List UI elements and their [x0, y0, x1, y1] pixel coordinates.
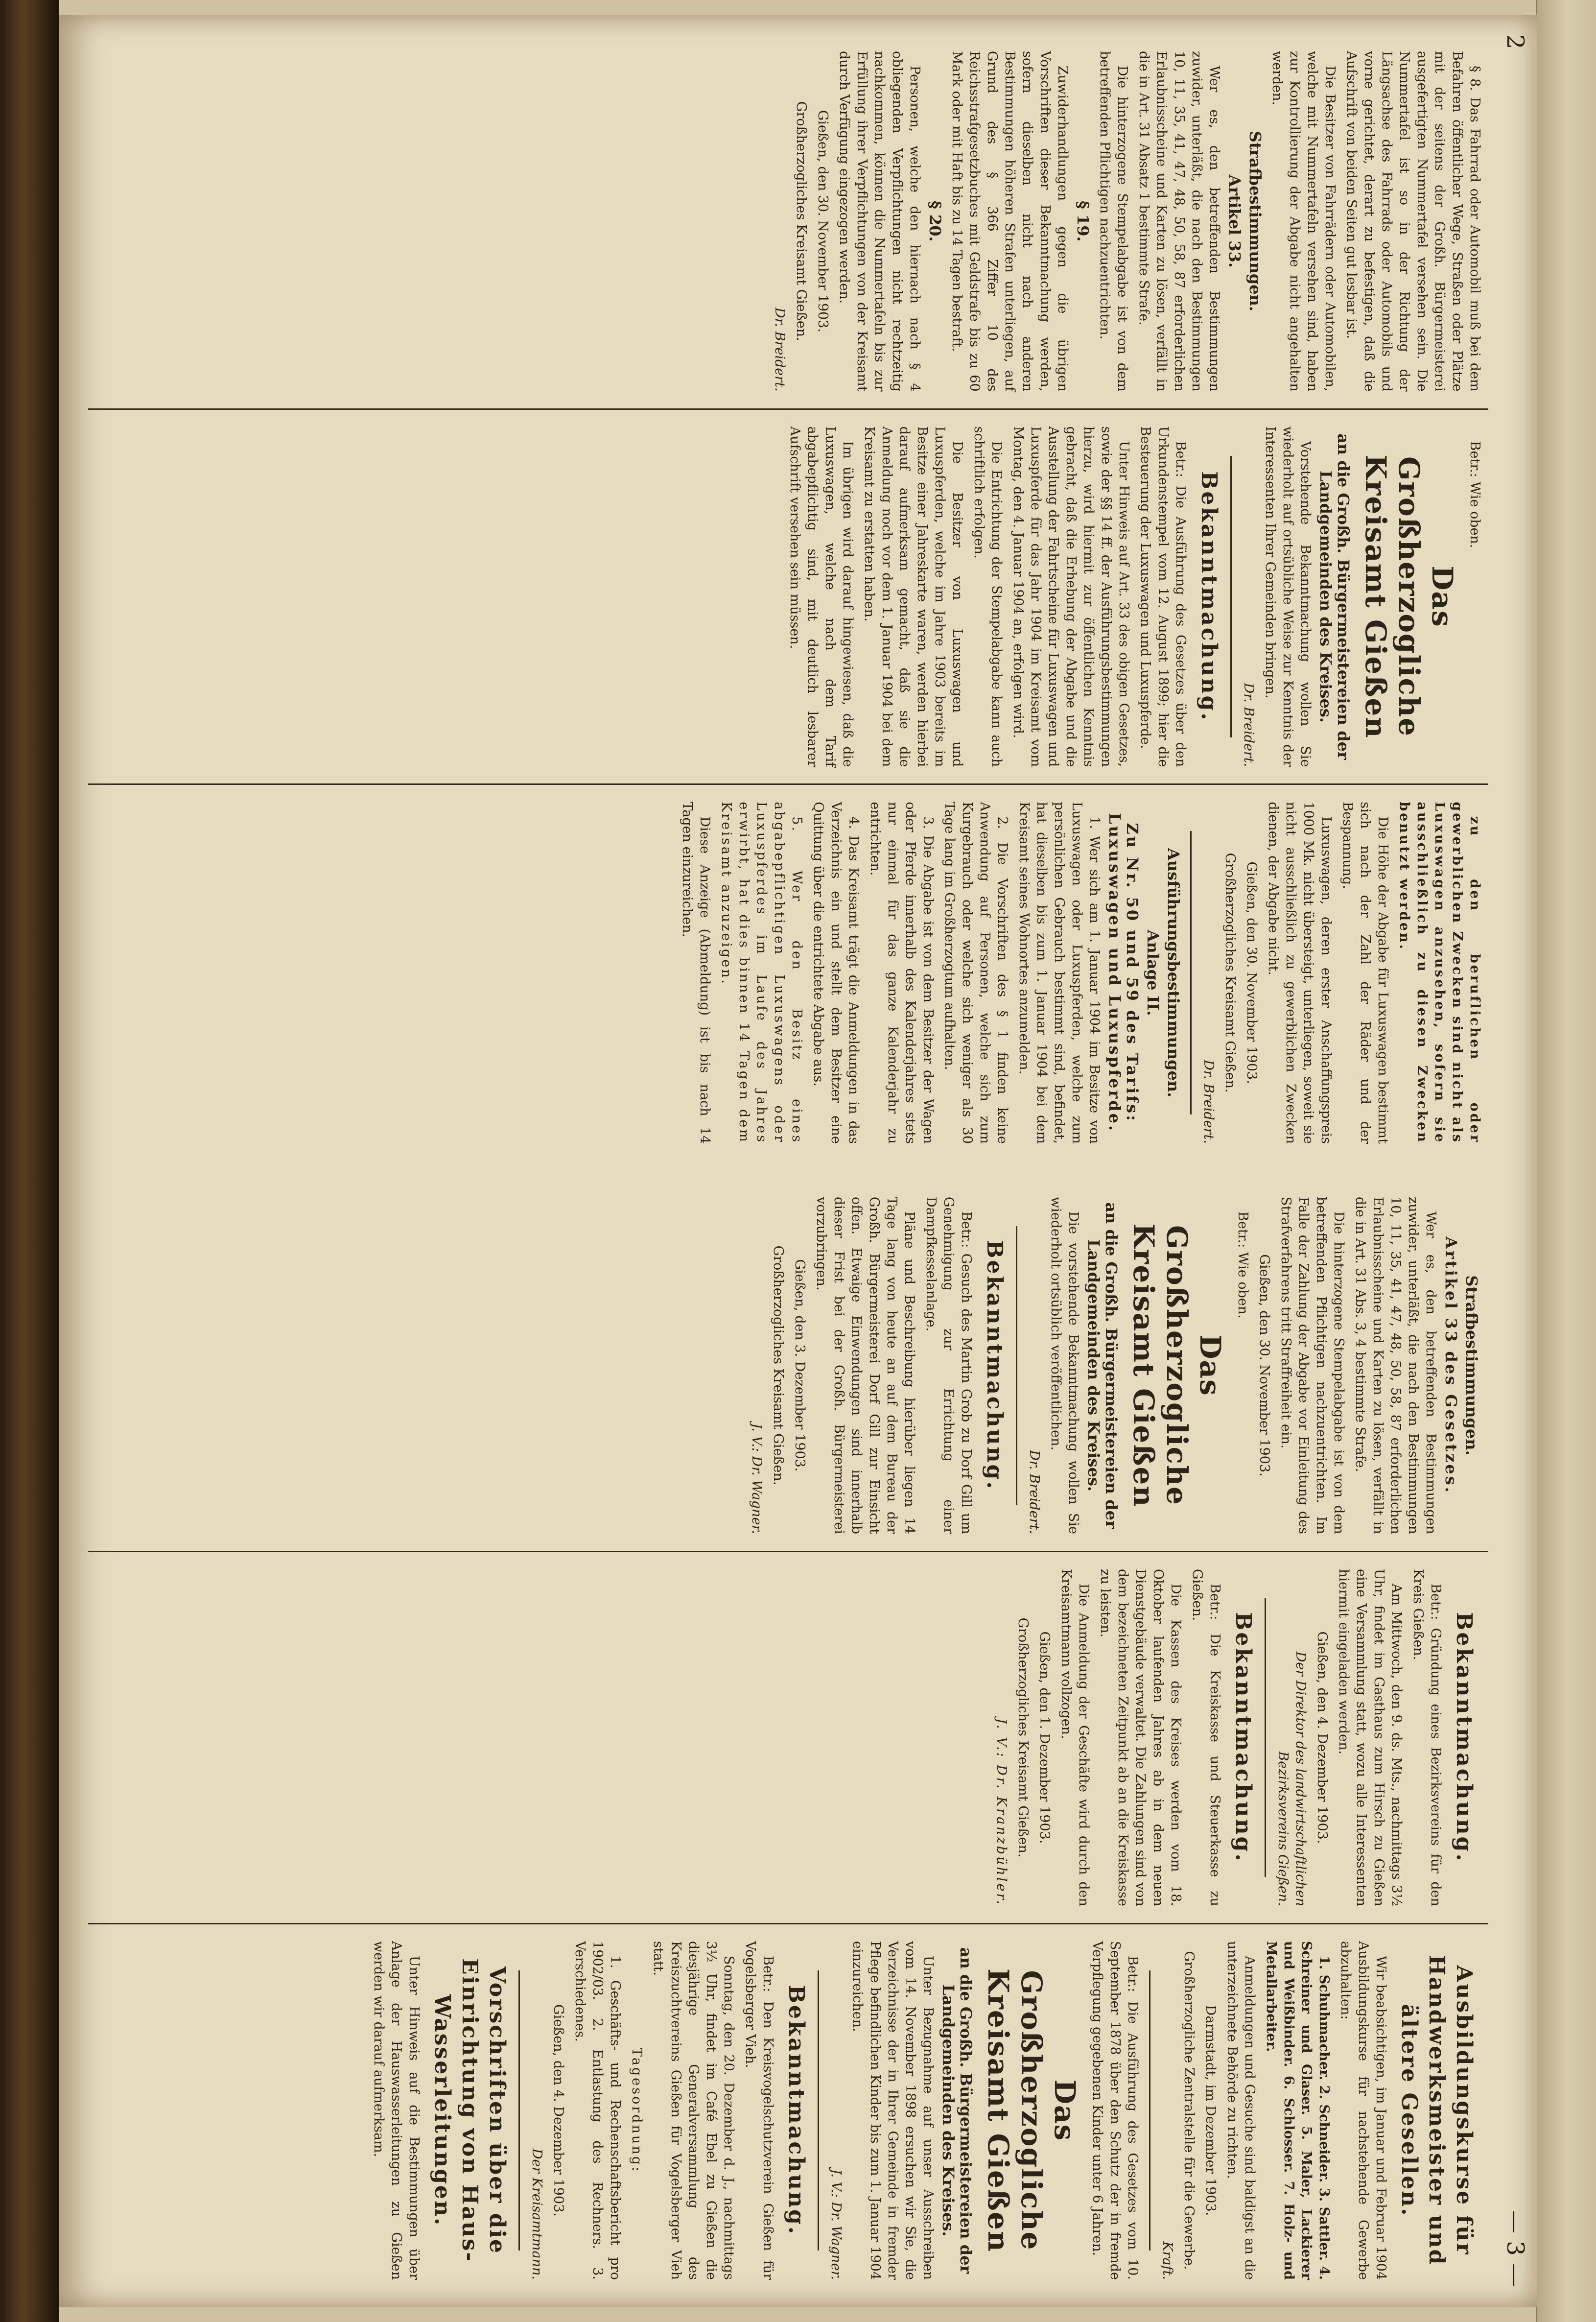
divider [1190, 831, 1192, 1114]
signature: J. V.: Dr. Wagner. [749, 1423, 764, 1534]
paragraph: Die Anmeldung der Geschäfte wird durch den Kreisamtmann vollzogen. [1058, 1569, 1091, 1906]
paragraph: Unter Bezugnahme auf unser Ausschreiben vom 14. November 1898 ersuchen wir Sie, die Verzeichnisse der in Ihrer Gemeinde in fremder Pflege befindlichen Kinder bis zum 1. Januar 1904 einzureichen. [850, 1941, 936, 2280]
paragraph: Im übrigen wird darauf hingewiesen, daß die Luxuswagen, welche nach dem Tarif abgabepflichtig sind, mit deutlich lesbarer Aufschrift versehen sein müssen. [787, 426, 855, 767]
signature: Der Kreisamtmann. [529, 2148, 544, 2280]
signature: Dr. Breidert. [1201, 1060, 1216, 1144]
paragraph: Anmeldungen und Gesuche sind baldigst an die unterzeichnete Behörde zu richten. [1224, 1941, 1257, 2280]
divider [818, 1970, 819, 2251]
page-number-right: — 3 — [1502, 2209, 1529, 2287]
notice-headline: Vorschriften über die Einrichtung von Haus-Wasserleitungen. [430, 1958, 510, 2263]
signature: J. V.: Dr. Wagner. [828, 2169, 844, 2280]
paragraph: Vorstehende Bekanntmachung wollen Sie wiederholt auf ortsübliche Weise zur Kenntnis der Interessenten Ihrer Gemeinden bringen. [1263, 426, 1313, 767]
column-2 [88, 410, 1488, 785]
signature: J. V.: Dr. Kranzbühler. [994, 1718, 1009, 1906]
notice-headline: Das Großherzogliche Kreisamt Gießen [982, 1968, 1081, 2253]
agenda-heading: Tagesordnung: [629, 2047, 644, 2174]
paragraph: 3. Die Abgabe ist von dem Besitzer der Wagen oder Pferde innerhalb des Kalenderjahres stets nur einmal für das ganze Kalenderjahr zu entrichten. [868, 802, 936, 1144]
paragraph: Diese Anzeige (Abmeldung) ist bis nach 14 Tagen einzureichen. [680, 802, 712, 1144]
subject-line: Betr.: Wie oben. [1467, 441, 1482, 548]
paragraph: Unter Hinweis auf die Bestimmungen über Anlage der Hauswasserleitungen zu Gießen werden wir darauf aufmerksam. [371, 1941, 422, 2280]
list-items: 1. Schuhmacher. 2. Schneider. 3. Sattler. 4. Schreiner und Glaser. 5. Maler, Lackierer und Weißbinder. 6. Schlosser. 7. Holz- und Metallarbeiter. [1264, 1941, 1332, 2280]
tariff-heading: Zu Nr. 50 und 59 des Tarifs: Luxuswagen und Luxuspferde. [1105, 813, 1142, 1133]
divider [1016, 1226, 1017, 1505]
newspaper-page [59, 15, 1537, 2307]
attachment-heading: Anlage II. [1144, 929, 1162, 1016]
column-3 [88, 785, 1488, 1161]
dateline: Gießen, den 3. Dezember 1903. [792, 1259, 807, 1472]
column-6 [88, 1924, 1488, 2297]
subject-line: Betr.: Gründung eines Bezirksvereins für den Kreis Gießen. [1410, 1569, 1443, 1906]
dateline: Gießen, den 30. November 1903. [1257, 1254, 1272, 1477]
paragraph: 4. Das Kreisamt trägt die Anmeldungen in das Verzeichnis ein und stellt dem Besitzer eine Quittung über die entrichtete Abgabe aus. [811, 802, 861, 1144]
subject-line: Betr.: Gesuch des Martin Grob zu Dorf Gill um Genehmigung zur Errichtung einer Dampfkesselanlage. [923, 1197, 974, 1534]
paragraph: § 8. Das Fahrrad oder Automobil muß bei dem Befahren öffentlicher Wege, Straßen oder Plätze mit der seitens der Großh. Bürgermeisterei ausgefertigten Nummertafel versehen sein. Die Nummertafel ist so in der Richtung der Längsachse des Fahrrads oder Automobils und vorne gerichtet, derart zu befestigen, daß die Aufschrift von beiden Seiten gut lesbar ist. [1344, 51, 1482, 392]
subject-line: Betr.: Den Kreisvogelschutzverein Gießen für Vogelsberger Vieh. [743, 1941, 775, 2280]
paragraph: Personen, welche den hiernach nach § 4 obliegenden Verpflichtungen nicht rechtzeitig nachkommen, können die Nummertafeln bis zur Erfüllung ihrer Verpflichtungen von der Kreisamt durch Verfügung eingezogen werden. [837, 51, 922, 392]
office-name: Großherzogliche Zentralstelle für die Gewerbe. [1181, 1951, 1197, 2270]
dateline: Gießen, den 4. Dezember 1903. [1314, 1631, 1330, 1844]
office-name: Großherzogliches Kreisamt Gießen. [771, 1245, 786, 1486]
notice-title: Bekanntmachung. [982, 1240, 1007, 1491]
paragraph: Die hinterzogene Stempelabgabe ist von dem betreffenden Pflichtigen nachzuentrichten. Im Falle der Zahlung der Abgabe vor Einleitung des Strafverfahrens tritt Straffreiheit ein. [1278, 1197, 1346, 1534]
signature: Dr. Breidert. [772, 307, 787, 392]
dateline: Gießen, den 4. Dezember 1903. [551, 2004, 566, 2217]
signature: Dr. Breidert. [1241, 683, 1256, 767]
paragraph: Zuwiderhandlungen gegen die übrigen Vorschriften dieser Bekanntmachung werden, sofern dieselben nicht nach anderen Bestimmungen höheren Strafen unterliegen, auf Grund des § 366 Ziffer 10 des Reichsstrafgesetzbuches mit Geldstrafe bis zu 60 Mark oder mit Haft bis zu 14 Tagen bestraft. [949, 51, 1070, 392]
divider [1265, 1598, 1266, 1877]
divider [1230, 456, 1232, 738]
notice-headline: Ausbildungskurse für Handwerksmeister und ältere Gesellen. [1397, 1955, 1477, 2266]
paragraph: Die Besitzer von Luxuswagen und Luxuspferden, welche im Jahre 1903 bereits im Besitze einer Jahreskarte waren, werden hierbei darauf aufmerksam gemacht, daß sie die Anmeldung noch vor dem 1. Januar 1904 bei dem Kreisamt zu erstatten haben. [862, 426, 965, 767]
office-name: Großherzogliches Kreisamt Gießen. [1222, 853, 1238, 1093]
notice-headline: Das Großherzogliche Kreisamt Gießen [1127, 1223, 1227, 1508]
paragraph: zu den beruflichen oder gewerblichen Zwecken sind nicht als Luxuswagen anzusehen, sofern sie ausschließlich zu diesen Zwecken benutzt werden. [1397, 802, 1482, 1144]
column-5 [88, 1552, 1488, 1924]
addressee: an die Großh. Bürgermeistereien der Landgemeinden des Kreises. [939, 1947, 975, 2274]
dateline: Darmstadt, im Dezember 1903. [1203, 2005, 1218, 2216]
column-1 [88, 34, 1488, 410]
signature: Dr. Breidert. [1027, 1450, 1042, 1534]
office-name: Großherzogliches Kreisamt Gießen. [794, 101, 809, 341]
right-page-half [88, 1180, 1488, 2297]
signature: Kraft. [1160, 2241, 1175, 2280]
divider [1149, 1970, 1150, 2251]
article-heading: § 19. [1074, 201, 1092, 242]
paragraph: Luxuswagen, deren erster Anschaffungspreis 1000 Mk. nicht übersteigt, unterliegen, soweit sie nicht ausschließlich zu gewerblichen Zwecken dienen, der Abgabe nicht. [1266, 802, 1334, 1144]
signature: Der Direktor des landwirtschaftlichen Bezirksvereins Gießen. [1275, 1651, 1308, 1906]
paragraph: Wer es, den betreffenden Bestimmungen zuwider, unterläßt, die nach den Bestimmungen 10, 11, 35, 41, 47, 48, 50, 58, 87 erforderlichen Erlaubnisscheine und Karten zu lösen, verfällt in die in Art. 31 Abs. 3, 4 bestimmte Strafe. [1353, 1197, 1438, 1534]
book-spine [0, 0, 59, 2322]
paragraph: Wer es, den betreffenden Bestimmungen zuwider, unterläßt, die nach den Bestimmungen 10, 11, 35, 41, 47, 48, 50, 58, 87 erforderlichen Erlaubnisscheine und Karten zu lösen, verfällt in die in Art. 31 Absatz 1 bestimmte Strafe. [1136, 51, 1222, 392]
notice-title: Bekanntmachung. [1197, 471, 1221, 722]
left-page-half [88, 34, 1488, 1161]
subject-line: Betr.: Wie oben. [1235, 1211, 1250, 1319]
paragraph: Pläne und Beschreibung hierüber liegen 14 Tage lang von heute an auf dem Bureau der Großh. Bürgermeisterei Dorf Gill zur Einsicht offen. Etwaige Einwendungen sind innerhalb dieser Frist bei der Großh. Bürgermeisterei vorzubringen. [814, 1197, 917, 1534]
divider [518, 1970, 520, 2251]
paragraph: Sonntag, den 20. Dezember d. J., nachmittags 3½ Uhr, findet im Café Ebel zu Gießen die diesjährige Generalversammlung des Kreiszuchtvereins Gießen für Vogelsberger Vieh statt. [651, 1941, 736, 2280]
dateline: Gießen, den 1. Dezember 1903. [1037, 1631, 1052, 1844]
paragraph: Am Mittwoch, den 9. ds. Mts., nachmittags 3½ Uhr, findet im Gasthaus zum Hirsch zu Gießen eine Versammlung statt, wozu alle Interessenten hiermit eingeladen werden. [1336, 1569, 1404, 1906]
article-heading: Artikel 33. [1225, 174, 1244, 268]
article-heading: § 20. [926, 201, 944, 242]
paragraph: Die Entrichtung der Stempelabgabe kann auch schriftlich erfolgen. [971, 426, 1004, 767]
subject-line: Betr.: Die Kreiskasse und Steuerkasse zu Gießen. [1190, 1569, 1222, 1906]
dateline: Gießen, den 30. November 1903. [815, 110, 830, 332]
paragraph: Die Höhe der Abgabe für Luxuswagen bestimmt sich nach der Zahl der Räder und der Bespannung. [1340, 802, 1390, 1144]
article-heading: Artikel 33 des Gesetzes. [1442, 1236, 1460, 1494]
paragraph: Die Kassen des Kreises werden vom 18. Oktober laufenden Jahres ab in dem neuen Dienstgebäude verwaltet. Die Zahlungen sind von dem bezeichneten Zeitpunkt ab an die Kreiskasse zu leisten. [1098, 1569, 1183, 1906]
page-header [1493, 34, 1537, 2287]
dateline: Gießen, den 30. November 1903. [1244, 861, 1259, 1084]
paragraph: Wir beabsichtigen, im Januar und Februar 1904 Ausbildungskurse für nachstehende Gewerbe abzuhalten: [1338, 1941, 1388, 2280]
list-items: 1. Geschäfts- und Rechenschaftsbericht pro 1902/03. 2. Entlastung des Rechners. 3. Verschiedenes. [572, 1941, 623, 2280]
rotated-content [59, 15, 1537, 2307]
paragraph: Die hinterzogene Stempelabgabe ist von dem betreffenden Pflichtigen nachzuentrichten. [1097, 51, 1130, 392]
addressee: an die Großh. Bürgermeistereien der Landgemeinden des Kreises. [1084, 1202, 1121, 1529]
section-heading: Strafbestimmungen. [1462, 1275, 1481, 1456]
subject-line: Betr.: Die Ausführung des Gesetzes über den Urkundenstempel vom 12. August 1899; hier die Besteuerung der Luxuswagen und Luxuspferde. [1138, 426, 1188, 767]
paragraph: 5. Wer den Besitz eines abgabepflichtigen Luxuswagens oder Luxuspferdes im Laufe des Jahres erwirbt, hat dies binnen 14 Tagen dem Kreisamt anzuzeigen. [719, 802, 804, 1144]
section-heading: Ausführungsbestimmungen. [1164, 848, 1183, 1098]
notice-title: Bekanntmachung. [784, 1985, 809, 2236]
addressee: an die Großh. Bürgermeistereien der Landgemeinden des Kreises. [1316, 433, 1353, 760]
paragraph: 2. Die Vorschriften des § 1 finden keine Anwendung auf Personen, welche sich zum Kurgebrauch oder welche sich weniger als 30 Tage lang im Großherzogtum aufhalten. [942, 802, 1010, 1144]
page-number-left: 2 [1502, 34, 1529, 49]
subject-line: Betr.: Die Ausführung des Gesetzes vom 10. September 1878 über den Schutz der in fremde Verpflegung gegebenen Kinder unter 6 Jahren. [1090, 1941, 1140, 2280]
next-page-edge [1536, 0, 1596, 2322]
paragraph: 1. Wer sich am 1. Januar 1904 im Besitze von Luxuswagen oder Luxuspferden, welche zum persönlichen Gebrauch bestimmt sind, befindet, hat dieselben bis zum 1. Januar 1904 bei dem Kreisamt seines Wohnortes anzumelden. [1016, 802, 1102, 1144]
paragraph: Die vorstehende Bekanntmachung wollen Sie wiederholt ortsüblich veröffentlichen. [1048, 1197, 1081, 1534]
notice-title: Bekanntmachung. [1231, 1612, 1256, 1863]
notice-title: Bekanntmachung. [1452, 1612, 1477, 1863]
paragraph: Unter Hinweis auf Art. 33 des obigen Gesetzes, sowie der §§ 14 ff. der Ausführungsbestimmungen hierzu, wird hiermit zur öffentlichen Kenntnis gebracht, daß die Erhebung der Abgabe und die Ausstellung der Fahrtscheine für Luxuswagen und Luxuspferde für das Jahr 1904 im Kreisamt vom Montag, den 4. Januar 1904 an, erfolgen wird. [1010, 426, 1131, 767]
paragraph: Die Besitzer von Fahrrädern oder Automobilen, welche mit Nummertafeln versehen sind, haben zur Kontrollierung der Abgabe nicht angehalten werden. [1269, 51, 1338, 392]
section-heading: Strafbestimmungen. [1246, 131, 1265, 311]
column-4 [88, 1180, 1488, 1552]
office-name: Großherzogliches Kreisamt Gießen. [1015, 1617, 1031, 1858]
notice-headline: Das Großherzogliche Kreisamt Gießen [1359, 454, 1459, 739]
